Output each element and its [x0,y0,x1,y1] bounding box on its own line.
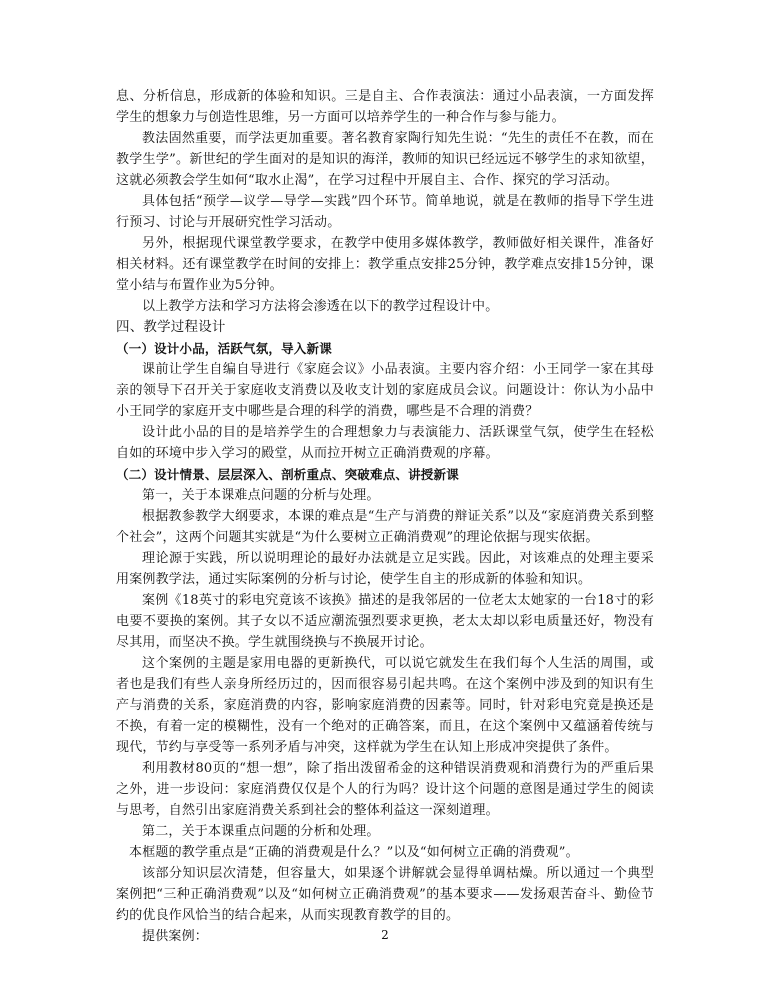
paragraph: 理论源于实践，所以说明理论的最好办法就是立足实践。因此，对该难点的处理主要采用案例教学法，通过实际案例的分析与讨论，使学生自主的形成新的体验和知识。 [116,551,654,587]
page-number: 2 [381,928,389,942]
paragraph: 课前让学生自编自导进行《家庭会议》小品表演。主要内容介绍：小王同学一家在其母亲的领导下召开关于家庭收支消费以及收支计划的家庭成员会议。问题设计：你认为小品中小王同学的家庭开支中哪些是合理的科学的消费，哪些是不合理的消费？ [116,362,654,419]
section-heading: 四、教学过程设计 [116,319,226,335]
paragraph: 第一，关于本课难点问题的分析与处理。 [142,488,380,503]
paragraph: 该部分知识层次清楚，但容量大，如果逐个讲解就会显得单调枯燥。所以通过一个典型案例把“三种正确消费观”以及“如何树立正确消费观”的基本要求——发扬艰苦奋斗、勤俭节约的优良作风恰当的结合起来，从而实现教育教学的目的。 [116,866,654,923]
paragraph: 以上教学方法和学习方法将会渗透在以下的教学过程设计中。 [142,299,499,314]
paragraph: 根据教参教学大纲要求，本课的难点是“生产与消费的辩证关系”以及“家庭消费关系到整个社会”，这两个问题其实就是“为什么要树立正确消费观”的理论依据与现实依据。 [116,509,654,545]
section-heading: （一）设计小品，活跃气氛，导入新课 [116,341,332,356]
paragraph: 息、分析信息，形成新的体验和知识。三是自主、合作表演法：通过小品表演，一方面发挥学生的想象力与创造性思维，另一方面可以培养学生的一种合作与参与能力。 [116,89,654,125]
paragraph: 利用教材80页的“想一想”，除了指出泼留希金的这种错误消费观和消费行为的严重后果之外，进一步设问：家庭消费仅仅是个人的行为吗？设计这个问题的意图是通过学生的阅读与思考，自然引出家庭消费关系到社会的整体利益这一深刻道理。 [116,761,654,818]
section-heading: （二）设计情景、层层深入、剖析重点、突破难点、讲授新课 [116,467,459,482]
paragraph: 第二，关于本课重点问题的分析和处理。 [142,824,380,839]
paragraph: 具体包括“预学—议学—导学—实践”四个环节。简单地说，就是在教师的指导下学生进行预习、讨论与开展研究性学习活动。 [116,194,654,230]
paragraph: 这个案例的主题是家用电器的更新换代，可以说它就发生在我们每个人生活的周围，或者也是我们有些人亲身所经历过的，因而很容易引起共鸣。在这个案例中涉及到的知识有生产与消费的关系，家庭消费的内容，影响家庭消费的因素等。同时，针对彩电究竟是换还是不换，有着一定的模糊性，没有一个绝对的正确答案，而且，在这个案例中又蕴涵着传统与现代，节约与享受等一系列矛盾与冲突，这样就为学生在认知上形成冲突提供了条件。 [116,656,654,755]
paragraph: 另外，根据现代课堂教学要求，在教学中使用多媒体教学，教师做好相关课件，准备好相关材料。还有课堂教学在时间的安排上：教学重点安排25分钟，教学难点安排15分钟，课堂小结与布置作业为5分钟。 [116,236,654,293]
paragraph: 本框题的教学重点是“正确的消费观是什么？”以及“如何树立正确的消费观”。 [129,845,579,860]
paragraph: 教法固然重要，而学法更加重要。著名教育家陶行知先生说：“先生的责任不在教，而在教学生学”。新世纪的学生面对的是知识的海洋，教师的知识已经远远不够学生的求知欲望，这就必须教会学生如何“取水止渴”，在学习过程中开展自主、合作、探究的学习活动。 [116,131,654,188]
paragraph: 设计此小品的目的是培养学生的合理想象力与表演能力、活跃课堂气氛，使学生在轻松自如的环境中步入学习的殿堂，从而拉开树立正确消费观的序幕。 [116,425,654,461]
paragraph: 提供案例： [142,929,209,944]
document-body [116,86,654,947]
paragraph: 案例《18英寸的彩电究竟该不该换》描述的是我邻居的一位老太太她家的一台18寸的彩电要不要换的案例。其子女以不适应潮流强烈要求更换，老太太却以彩电质量还好，物没有尽其用，而坚决不换。学生就围绕换与不换展开讨论。 [116,593,654,650]
